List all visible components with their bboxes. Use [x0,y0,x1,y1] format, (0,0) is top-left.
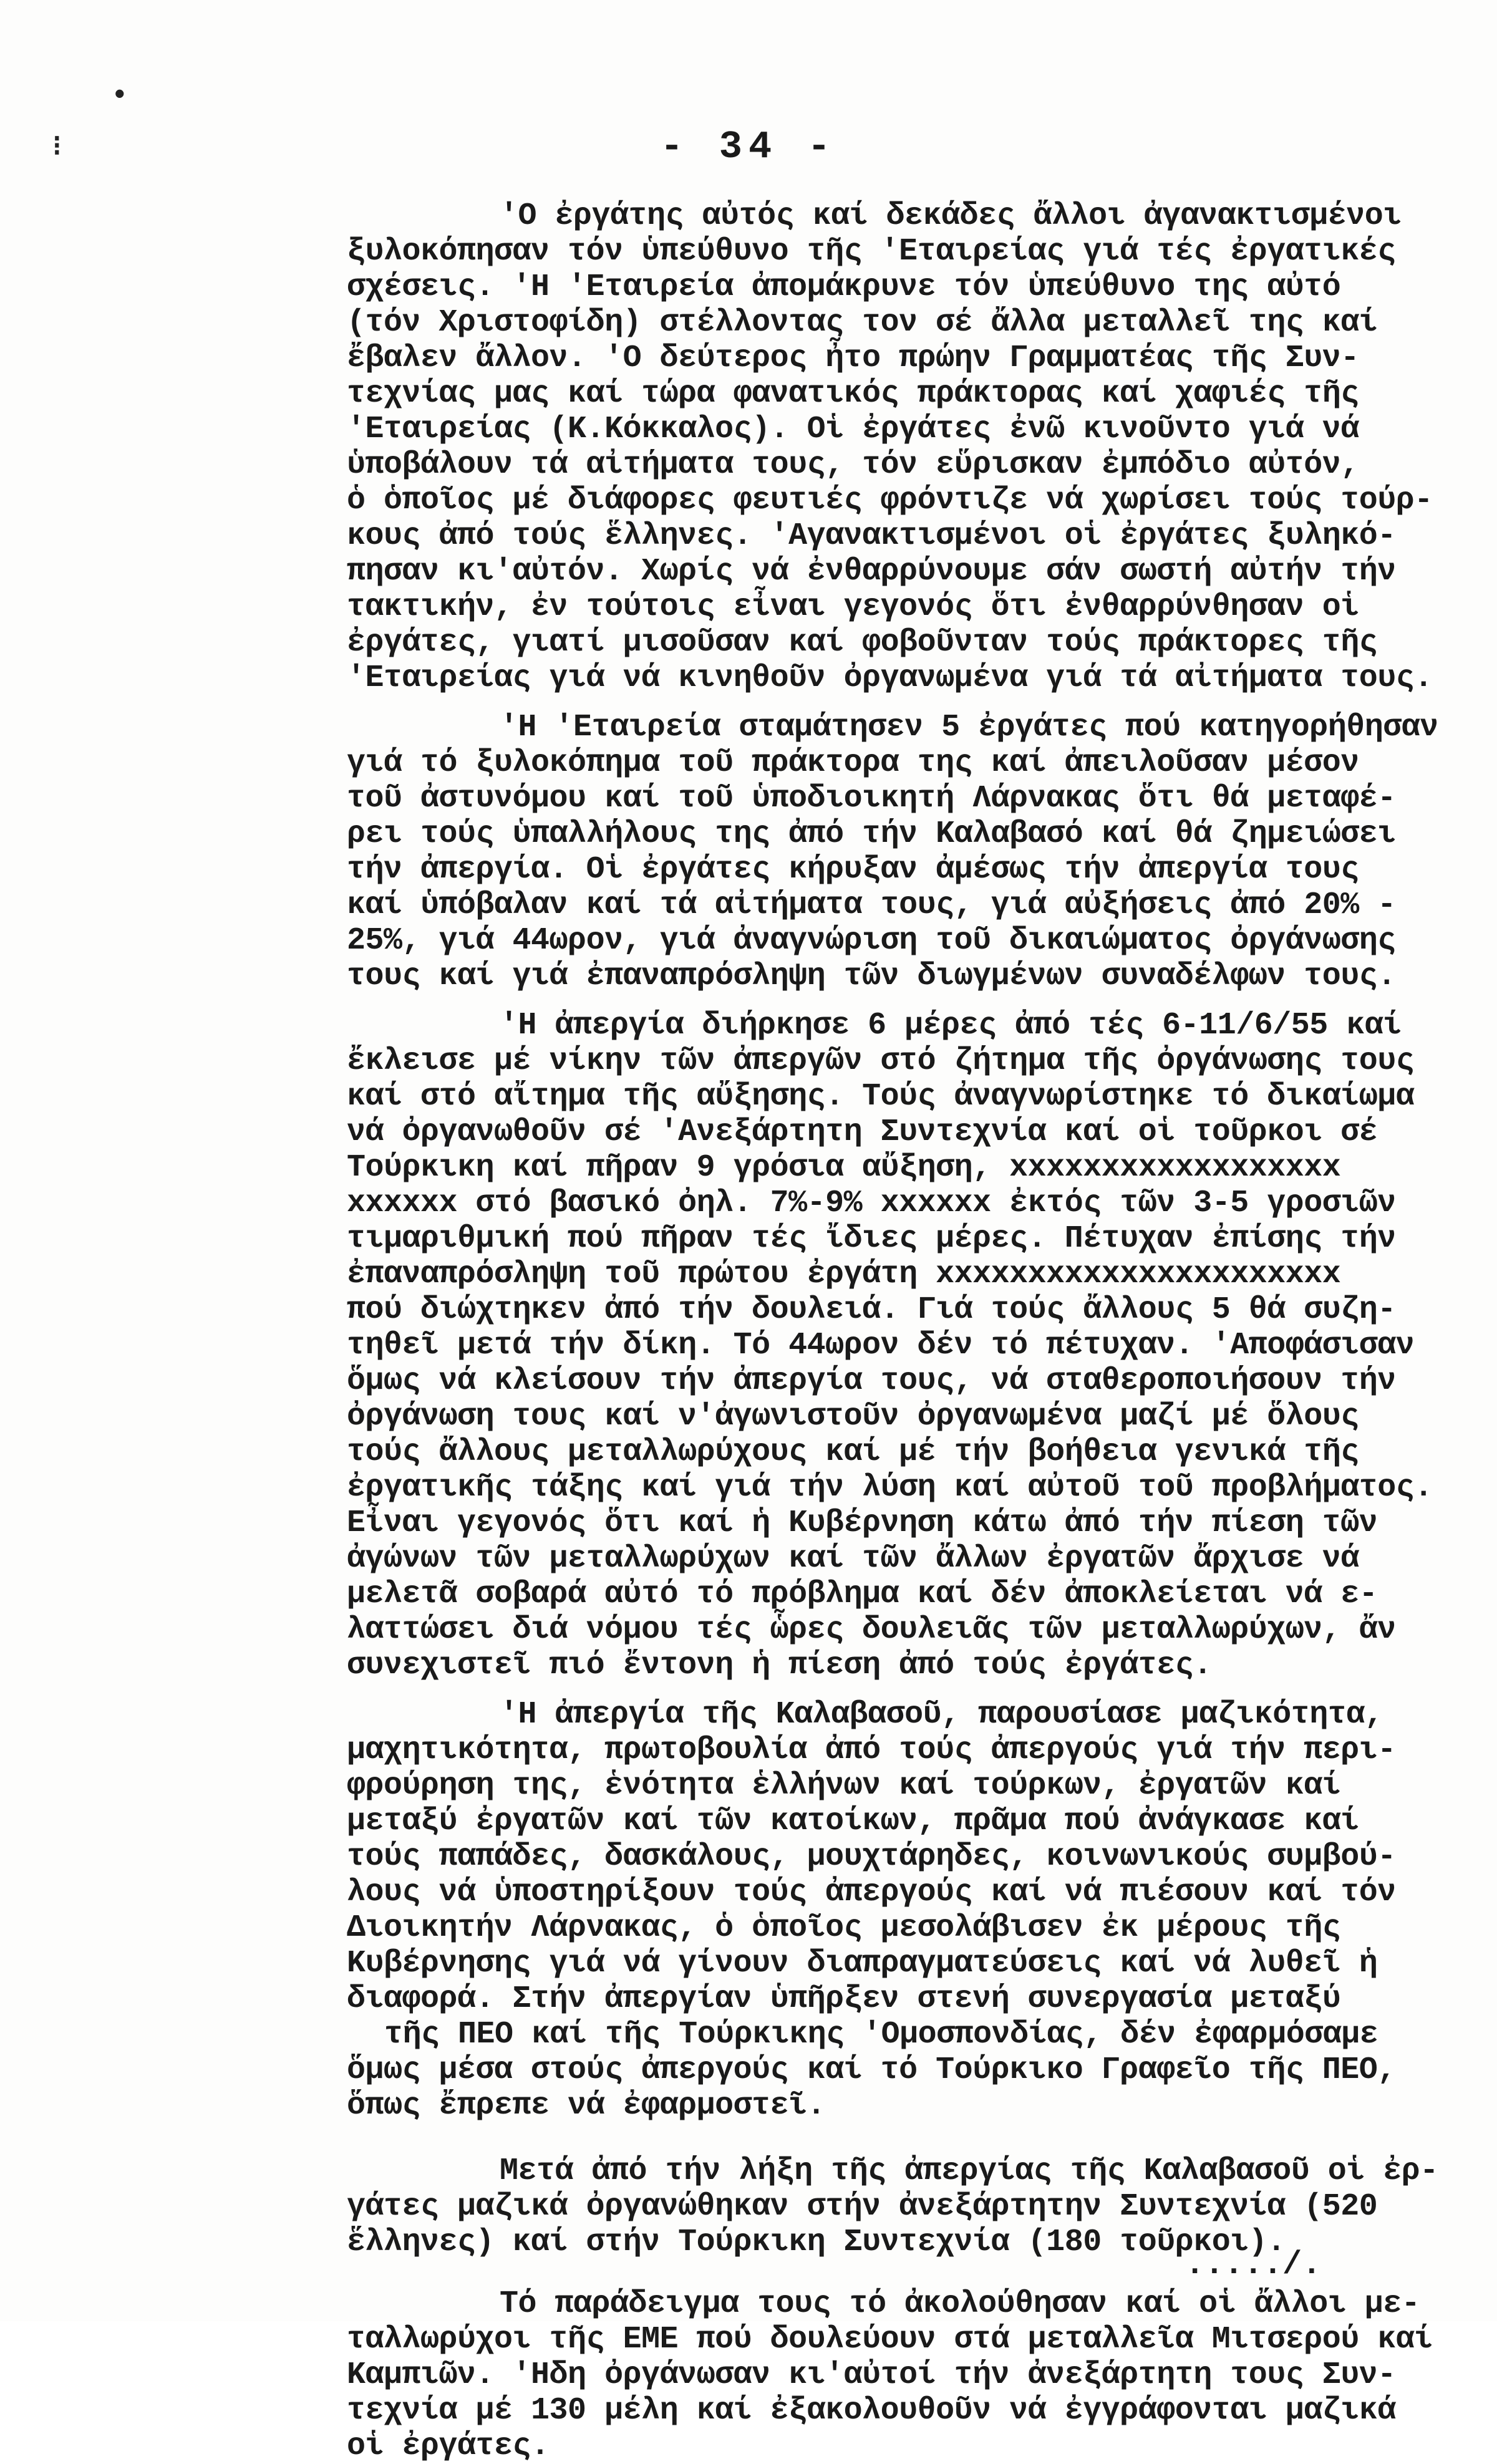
page-number: - 34 - [660,125,837,169]
text-line: κους ἀπό τούς ἕλληνες. 'Αγανακτισμένοι οἱ ἐργάτες ξυληκό- [347,518,1396,554]
text-line: ὅπως ἔπρεπε νά ἐφαρμοστεῖ. [347,2088,826,2123]
text-line: τούς ἄλλους μεταλλωρύχους καί μέ τήν βοήθεια γενικά τῆς [347,1434,1359,1470]
paragraph [347,198,1470,696]
text-line: 'Ο ἐργάτης αὐτός καί δεκάδες ἄλλοι ἀγανακτισμένοι [500,198,1402,234]
text-line: ἔκλεισε μέ νίκην τῶν ἀπεργῶν στό ζήτημα τῆς ὀργάνωσης τους [347,1043,1415,1079]
document-body [347,198,1470,2464]
paragraph [347,1008,1470,1683]
text-line: πησαν κι'αὐτόν. Χωρίς νά ἐνθαρρύνουμε σάν σωστή αὐτήν τήν [347,554,1396,589]
margin-colon-mark: ⁝ [52,132,62,164]
text-line: 'Εταιρείας (Κ.Κόκκαλος). Οἱ ἐργάτες ἐνῶ κινοῦντο γιά νά [347,412,1359,447]
text-line: 'Η ἀπεργία τῆς Καλαβασοῦ, παρουσίασε μαζικότητα, [500,1697,1383,1732]
text-line: ὀργάνωση τους καί ν'ἀγωνιστοῦν ὀργανωμένα μαζί μέ ὅλους [347,1399,1359,1434]
text-line: μελετᾶ σοβαρά αὐτό τό πρόβλημα καί δέν ἀποκλείεται νά ε- [347,1577,1378,1612]
text-line: ξυλοκόπησαν τόν ὑπεύθυνο τῆς 'Εταιρείας γιά τές ἐργατικές [347,234,1396,269]
text-line: φρούρηση της, ἑνότητα ἑλλήνων καί τούρκων, ἐργατῶν καί [347,1768,1341,1804]
text-line: καί ὑπόβαλαν καί τά αἰτήματα τους, γιά αὐξήσεις ἀπό 20% - [347,887,1396,923]
text-line: ἀγώνων τῶν μεταλλωρύχων καί τῶν ἄλλων ἐργατῶν ἄρχισε νά [347,1541,1359,1577]
margin-dot-mark: • [111,80,128,112]
text-line: ὁ ὁποῖος μέ διάφορες φευτιές φρόντιζε νά χωρίσει τούς τούρ- [347,483,1433,518]
text-line: Τό παράδειγμα τους τό ἀκολούθησαν καί οἱ ἄλλοι με- [500,2286,1420,2322]
text-line: συνεχιστεῖ πιό ἔντονη ἡ πίεση ἀπό τούς ἐργάτες. [347,1648,1212,1683]
text-line: τούς παπάδες, δασκάλους, μουχτάρηδες, κοινωνικούς συμβού- [347,1839,1396,1875]
text-line: Μετά ἀπό τήν λήξη τῆς ἀπεργίας τῆς Καλαβασοῦ οἱ ἐρ- [500,2153,1438,2189]
text-line: ἐργατικῆς τάξης καί γιά τήν λύση καί αὐτοῦ τοῦ προβλήματος. [347,1470,1433,1505]
text-line: ἕλληνες) καί στήν Τούρκικη Συντεχνία (180 τοῦρκοι). [347,2225,1286,2260]
text-line: τοῦ ἀστυνόμου καί τοῦ ὑποδιοικητή Λάρνακας ὅτι θά μεταφέ- [347,781,1396,816]
text-line: xxxxxx στό βασικό ὀηλ. 7%-9% xxxxxx ἐκτός τῶν 3-5 γροσιῶν [347,1186,1396,1221]
text-line: τηθεῖ μετά τήν δίκη. Τό 44ωρον δέν τό πέτυχαν. 'Αποφάσισαν [347,1328,1415,1363]
text-line: 25%, γιά 44ωρον, γιά ἀναγνώριση τοῦ δικαιώματος ὀργάνωσης [347,923,1396,959]
text-line: γάτες μαζικά ὀργανώθηκαν στήν ἀνεξάρτητην Συντεχνία (520 [347,2189,1378,2225]
text-line: 'Η 'Εταιρεία σταμάτησεν 5 ἐργάτες πού κατηγορήθησαν [500,710,1438,745]
text-line: ὅμως νά κλείσουν τήν ἀπεργία τους, νά σταθεροποιήσουν τήν [347,1363,1396,1399]
text-line: ταλλωρύχοι τῆς ΕΜΕ πού δουλεύουν στά μεταλλεῖα Μιτσερού καί [347,2322,1433,2357]
text-line: ἔβαλεν ἄλλον. 'Ο δεύτερος ἦτο πρώην Γραμματέας τῆς Συν- [347,341,1359,376]
text-line: τακτικήν, ἐν τούτοις εἶναι γεγονός ὅτι ἐνθαρρύνθησαν οἱ [347,589,1359,625]
text-line: (τόν Χριστοφίδη) στέλλοντας τον σέ ἄλλα μεταλλεῖ της καί [347,305,1378,341]
text-line: νά ὀργανωθοῦν σέ 'Ανεξάρτητη Συντεχνία καί οἱ τοῦρκοι σέ [347,1114,1378,1150]
text-line: ἐπαναπρόσληψη τοῦ πρώτου ἐργάτη xxxxxxxxxxxxxxxxxxxxxx [347,1257,1341,1292]
paragraph [347,2153,1470,2260]
text-line: ρει τούς ὑπαλλήλους της ἀπό τήν Καλαβασό καί θά ζημειώσει [347,816,1396,852]
text-line: ὅμως μέσα στούς ἀπεργούς καί τό Τούρκικο Γραφεῖο τῆς ΠΕΟ, [347,2052,1396,2088]
text-line: γιά τό ξυλοκόπημα τοῦ πράκτορα της καί ἀπειλοῦσαν μέσον [347,745,1359,781]
text-line: καί στό αἴτημα τῆς αὔξησης. Τούς ἀναγνωρίστηκε τό δικαίωμα [347,1079,1415,1114]
text-line: οἱ ἐργάτες. [347,2428,550,2464]
text-line: διαφορά. Στήν ἀπεργίαν ὑπῆρξεν στενή συνεργασία μεταξύ [347,1981,1341,2017]
text-line: τους καί γιά ἐπαναπρόσληψη τῶν διωγμένων συναδέλφων τους. [347,959,1396,994]
text-line: τῆς ΠΕΟ καί τῆς Τούρκικης 'Ομοσπονδίας, δέν ἐφαρμόσαμε [384,2017,1378,2052]
text-line: μαχητικότητα, πρωτοβουλία ἀπό τούς ἀπεργούς γιά τήν περι- [347,1732,1396,1768]
text-line: Εἶναι γεγονός ὅτι καί ἡ Κυβέρνηση κάτω ἀπό τήν πίεση τῶν [347,1505,1378,1541]
text-line: Τούρκικη καί πῆραν 9 γρόσια αὔξηση, xxxxxxxxxxxxxxxxxx [347,1150,1341,1186]
text-line: λαττώσει διά νόμου τές ὧρες δουλειᾶς τῶν μεταλλωρύχων, ἄν [347,1612,1396,1648]
paragraph [347,1697,1470,2123]
text-line: 'Η ἀπεργία διήρκησε 6 μέρες ἀπό τές 6-11/6/55 καί [500,1008,1402,1043]
text-line: τεχνία μέ 130 μέλη καί ἐξακολουθοῦν νά ἐγγράφονται μαζικά [347,2393,1396,2428]
continuation-mark: ...../. [1185,2246,1322,2283]
text-line: σχέσεις. 'Η 'Εταιρεία ἀπομάκρυνε τόν ὑπεύθυνο της αὐτό [347,269,1341,305]
text-line: Διοικητήν Λάρνακας, ὁ ὁποῖος μεσολάβισεν ἐκ μέρους τῆς [347,1910,1341,1946]
text-line: 'Εταιρείας γιά νά κινηθοῦν ὀργανωμένα γιά τά αἰτήματα τους. [347,660,1433,696]
text-line: τήν ἀπεργία. Οἱ ἐργάτες κήρυξαν ἀμέσως τήν ἀπεργία τους [347,852,1359,887]
text-line: μεταξύ ἐργατῶν καί τῶν κατοίκων, πρᾶμα πού ἀνάγκασε καί [347,1804,1359,1839]
paragraph [347,2286,1470,2464]
text-line: ὑποβάλουν τά αἰτήματα τους, τόν εὕρισκαν ἐμπόδιο αὐτόν, [347,447,1359,483]
text-line: πού διώχτηκεν ἀπό τήν δουλειά. Γιά τούς ἄλλους 5 θά συζη- [347,1292,1396,1328]
text-line: Καμπιῶν. 'Ηδη ὀργάνωσαν κι'αὐτοί τήν ἀνεξάρτητη τους Συν- [347,2357,1396,2393]
text-line: ἐργάτες, γιατί μισοῦσαν καί φοβοῦνταν τούς πράκτορες τῆς [347,625,1378,660]
paragraph [347,710,1470,994]
text-line: τιμαριθμική πού πῆραν τές ἴδιες μέρες. Πέτυχαν ἐπίσης τήν [347,1221,1396,1257]
text-line: τεχνίας μας καί τώρα φανατικός πράκτορας καί χαφιές τῆς [347,376,1359,412]
text-line: λους νά ὑποστηρίξουν τούς ἀπεργούς καί νά πιέσουν καί τόν [347,1875,1396,1910]
text-line: Κυβέρνησης γιά νά γίνουν διαπραγματεύσεις καί νά λυθεῖ ἡ [347,1946,1378,1981]
